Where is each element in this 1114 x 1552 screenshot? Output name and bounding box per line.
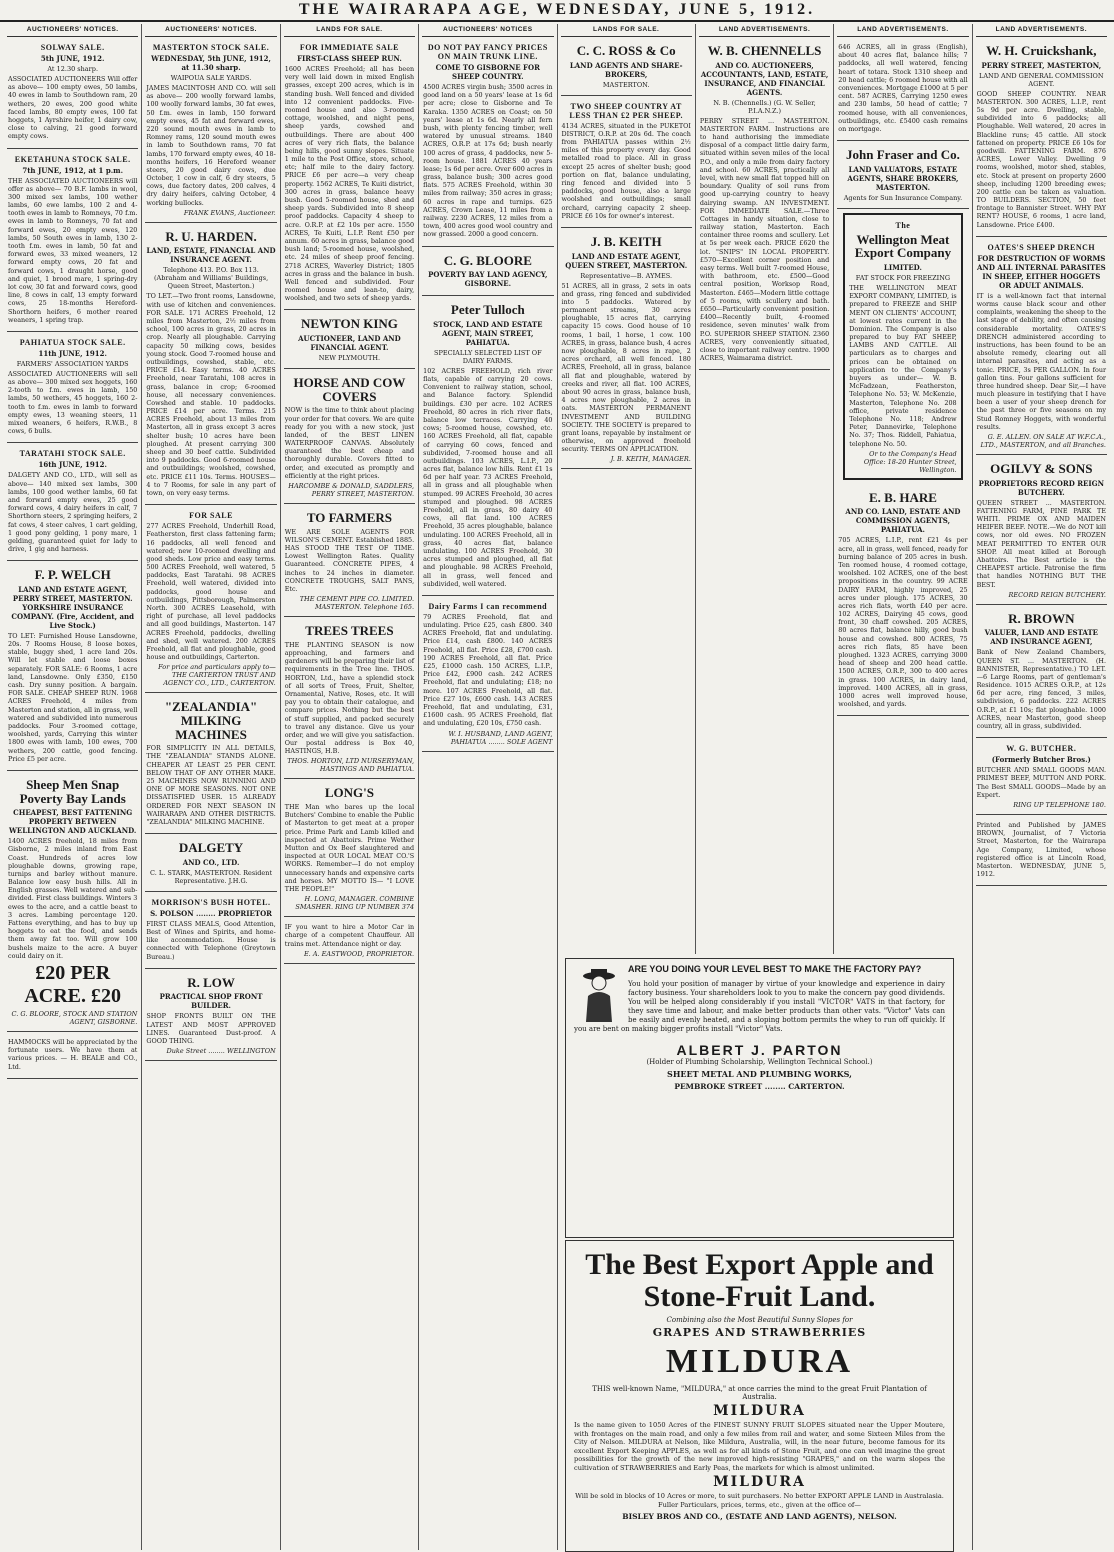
ad-body: FIRST CLASS MEALS, Good Attention, Best of Wines and Spirits, and home-like accommodation. House is connected with Telephone (Greytown Bureau.) [146, 919, 276, 961]
vats-trade: SHEET METAL AND PLUMBING WORKS, [667, 1069, 852, 1080]
mildura-ad [565, 1240, 954, 1552]
ad-subheading: LAND VALUATORS, ESTATE AGENTS, SHARE BROKERS, MASTERTON. [847, 164, 959, 192]
column-3 [281, 24, 419, 1550]
ad-heading: R. U. HARDEN. [165, 228, 257, 244]
advertisement [843, 213, 962, 480]
ad-note: FARMERS' ASSOCIATION YARDS [16, 359, 129, 368]
ad-subheading: AND CO. AUCTIONEERS, ACCOUNTANTS, LAND, ESTATE, INSURANCE, AND FINANCIAL AGENTS. [700, 60, 829, 97]
ad-body: SHOP FRONTS BUILT ON THE LATEST AND MOST APPROVED LINES. Guaranteed Dust-proof. A GOOD THING. [146, 1012, 276, 1045]
ad-note: C. L. STARK, MASTERTON. Resident Representative. J.H.G. [150, 868, 273, 885]
ad-signature: C. G. BLOORE, STOCK AND STATION AGENT, GISBORNE. [11, 1009, 138, 1026]
ad-subheading: POVERTY BAY LAND AGENCY, GISBORNE. [428, 270, 548, 289]
advertisement [7, 443, 138, 561]
mildura-footer-name: MILDURA [713, 1474, 806, 1491]
advertisement [422, 247, 553, 297]
ad-signature: FRANK EVANS, Auctioneer. [183, 208, 276, 217]
advertisement [145, 969, 276, 1061]
ad-subheading: 16th JUNE, 1912. [38, 460, 107, 470]
ad-note: At 12.30 sharp. [47, 65, 99, 73]
advertisement [284, 504, 415, 617]
vats-title: ARE YOU DOING YOUR LEVEL BEST TO MAKE THE FACTORY PAY? [628, 964, 922, 974]
ad-body: IT is a well-known fact that internal worms cause black scour and other complaints, weakening the sheep to the last stage of debility, and often causing considerable mortality. OATES'S DRENCH administered according to instructions, has been found to be an absolute remedy, clearing out all internal parasites, and acting as a tonic. PRICE, 3s PER GALLON. In four gallon tins. Four gallons sufficient for three hundred sheep. Dear Sir,—I have much pleasure in testifying that I have been a user of your sheep drench for the past three or five seasons on my Stud Romney Hoggets, with wonderful results. [976, 291, 1106, 431]
ad-note: SPECIALLY SELECTED LIST OF DAIRY FARMS. [434, 348, 542, 365]
ad-note: N. B. (Chennells.) (G. W. Seller, P.I.A.N.Z.) [713, 98, 816, 115]
ad-signature: G. E. ALLEN. ON SALE AT W.F.C.A., LTD., MASTERTON, and all Branches. [980, 433, 1106, 450]
ad-body: 1400 ACRES freehold, 18 miles from Gisborne, 2 miles inland from East Coast. Hundreds of acres low ploughable downs, growing rape, turnips and barley without manure. Balance low easy bush hills. All in English grasses. Well watered and sub-divided. First class buildings. Winters 3 ewes to the acre, and a cattle beast to 3 acres. Lambing percentage 120. Fattens everything, and has to buy up hoggets to eat the food, and sends them away fat too. Will grow 100 bushels maize to the acre. A buyer could dairy on it. [8, 837, 138, 960]
advertisement [145, 892, 276, 969]
column-header: LAND ADVERTISEMENTS. [976, 24, 1107, 37]
column-1 [4, 24, 142, 1550]
ad-body: FOR SIMPLICITY IN ALL DETAILS, THE "ZEALANDIA" STANDS ALONE. CHEAPER AT LEAST 25 PER CENT. BELOW THAT OF ANY OTHER MAKE. 25 MACHINES NOW RUNNING AND ONE OF MORE SEASONS. NOT ONE DISSATISFIED USER. 15 ALREADY ORDERED FOR NEXT SEASON IN WAIRARAPA AND OTHER DISTRICTS. "ZEALANDIA" MILKING MACHINE. [146, 744, 276, 826]
vats-address: PEMBROKE STREET ........ CARTERTON. [674, 1082, 845, 1092]
mildura-headline: The Best Export Apple and Stone-Fruit Land. [585, 1248, 934, 1313]
ad-heading: LONG'S [324, 785, 374, 801]
ad-body: 705 ACRES, L.I.P., rent £21 4s per acre, all in grass, well fenced, ready for burning balance of 205 acres in bush. Ten roomed house, 4 roomed cottage, woolshed. 102 ACRES, one of the best propositions in the country. 99 ACRE DAIRY FARM, highly improved, 25 acres under plough. 175 ACRES, 30 acres rich flats, worth £40 per acre. 102 ACRES, Dairying 45 cows, good front, 30 chaff cowshed. 205 ACRES, 80 acres flat, balance hilly, good bush house and cowshed. 800 ACRES, 75 acres rich flats, 85 have been ploughed. 1323 ACRES, carrying 3000 head of sheep and 200 head cattle. 1500 ACRES, O.R.P., 300 to 400 acres in grass. 100 ACRES, in dairy land, improved. 1400 ACRES, all in grass, 1000 acres well improved house, woolshed, and yards. [838, 536, 968, 709]
advertisement [976, 815, 1107, 886]
advertisement [284, 917, 415, 964]
ad-subheading: COME TO GISBORNE FOR SHEEP COUNTRY. [435, 63, 540, 81]
ad-body: THE Man who bares up the local Butchers' Combine to enable the Public of Masterton to get meat at a proper price. Prime Park and Lamb killed and inspected at Abattoirs. Prime Wether Mutton and Ox Beef slaughtered and inspected at OUR LOCAL MEAT CO.'S WORKS. Remember—I do not employ unnecessary hands and expensive carts and horses. MY MOTTO IS— "I LOVE THE PEOPLE!" [284, 803, 415, 893]
advertisement [145, 693, 276, 834]
ad-title: SOLWAY SALE. [40, 43, 105, 52]
ad-subheading: PROPRIETORS RECORD REIGN BUTCHERY. [978, 478, 1105, 497]
advertisement [837, 484, 968, 717]
ad-heading: E. B. HARE [868, 489, 937, 505]
ad-subheading: S. POLSON ........ PROPRIETOR [150, 908, 272, 918]
ad-subheading: LIMITED. [883, 262, 922, 272]
masthead: THE WAIRARAPA AGE, WEDNESDAY, JUNE 5, 1912. [0, 0, 1114, 22]
victor-vats-ad [565, 958, 954, 1238]
ad-signature: J. B. KEITH, MANAGER. [610, 455, 691, 464]
ad-body: ASSOCIATED AUCTIONEERS will sell as above— 300 mixed sex hoggets, 160 2-tooth to f.m. ewes in lamb, 150 lambs, 50 wethers, 45 hoggets, 160 2-tooth to f.m. ewes in lamb to forward empty ewes, 13 weaning steers, 11 mixed weaners, 6 heifers, R.W.B., 8 cows, 6 bulls. [8, 369, 138, 436]
advertisement [7, 37, 138, 149]
column-header: AUCTIONEERS' NOTICES. [145, 24, 276, 37]
ad-body: Bank of New Zealand Chambers, QUEEN ST. ... MASTERTON. (H. BANNISTER, Representative.) TO LET.—6 Large Rooms, part of gentleman's Residence. 1015 ACRES O.R.P., at 12s 6d per acre, ring fenced, 3 miles, subdivision, 6 paddocks. 222 ACRES O.R.P., at £1 10s; flat ploughable. 1000 ACRES, near Masterton, good sheep country, all in grass, subdivided. [976, 648, 1106, 731]
ad-body: 277 ACRES Freehold, Underhill Road, Featherston, first class fattening farm; 16 paddocks, all well fenced and watered; new 10-roomed dwelling and good sheds. Low price and easy terms. 500 ACRES Freehold, well watered, 5 paddocks, East Taratahi. 98 ACRES Freehold, well watered, divided into paddocks, good house and outbuildings, Pittsborough, Palmerston North. 300 ACRES Leasehold, with right of purchase, all level paddocks and all good buildings, Masterton. 147 ACRES Freehold, paddocks, dwelling and shed, well watered. 200 ACRES Freehold, all flat and ploughable, good house and outbuildings, Carterton. [146, 522, 276, 662]
advertisement [976, 37, 1107, 237]
column-header: AUCTIONEERS' NOTICES [422, 24, 553, 37]
ad-heading: R. LOW [187, 974, 235, 990]
ad-signature: HARCOMBE & DONALD, SADDLERS, PERRY STREET, MASTERTON. [288, 482, 415, 499]
ad-subheading: (Formerly Butcher Bros.) [991, 755, 1091, 765]
ad-signature: THE CEMENT PIPE CO. LIMITED. MASTERTON. Telephone 165. [299, 595, 415, 612]
ad-subheading: CHEAPEST, BEST FATTENING PROPERTY BETWEEN WELLINGTON AND AUCKLAND. [9, 808, 137, 836]
mildura-name: MILDURA [665, 1343, 854, 1380]
advertisement [284, 310, 415, 369]
ad-price: £20 PER ACRE. £20 [24, 961, 122, 1007]
ad-body: GOOD SHEEP COUNTRY. NEAR MASTERTON. 300 ACRES, L.I.P., rent 5s 9d per acre. Dwelling, stable, subdivided into 6 paddocks; all Ploughable. Well watered, 20 acres in Blackline runs; 45 cattle. All stock fattened on property. PRICE £6 10s for goodwill. FATTENING FARM. 876 ACRES, Lower Valley. Dwelling 9 rooms, woolshed, motor shed, stables, etc. Stock at present on property 2600 sheep, including 1200 breeding ewes; 200 cattle can be taken as valuation. TO BUILDERS. SECTION, 50 feet frontage to Bannister Street. WHY PAY RENT? HOUSE, 6 rooms, 1 acre land, Lansdowne. Price £400. [976, 89, 1106, 229]
ad-body: HAMMOCKS will be appreciated by the fortunate users. We have them at various prices. — H. BEALE and CO., Ltd. [8, 1037, 138, 1071]
ad-subheading: FIRST-CLASS SHEEP RUN. [297, 54, 402, 63]
ad-note: Representative—B. AYMES. [580, 271, 673, 280]
mildura-grapes: GRAPES AND STRAWBERRIES [652, 1326, 867, 1339]
ad-heading: Sheep Men Snap Poverty Bay Lands [19, 776, 126, 806]
ad-heading: OGILVY & SONS [990, 461, 1093, 477]
advertisement [145, 834, 276, 892]
ad-title: TARATAHI STOCK SALE. [19, 449, 126, 459]
column-2 [142, 24, 280, 1550]
ad-body: PERRY STREET ... MASTERTON. MASTERTON FARM. Instructions are to hand authorising the immediate disposal of a compact little dairy farm, situated within seven miles of the local P.O., and only a mile from dairy factory and school. 60 ACRES, practically all level, with new small flat topped hill on boundary. Quality of soil runs from good up-carrying country to heavy dairying swamp. AN INVESTMENT. FOR IMMEDIATE SALE.—Three Cottages in handy situation, close to railway station, Masterton. Each container three rooms and scullery. Let at 5s per week each. PRICE £620 the lot. "SNIPS" IN LOCAL PROPERTY. £570—Excellent corner position and easy terms. Well built 7-roomed House, with bathroom, etc. £500—Good central position, Worksop Road, Masterton. £465—Modern little cottage of 5 rooms, with scullery and bath. £650—Particularly convenient position. £400—Recently built, 4-roomed residence, seven minutes' walk from P.O. SUPERIOR SHEEP STATION. 2360 ACRES, very conveniently situated, close to important railway centre. 1900 ACRES, Waimarama district. [699, 116, 830, 363]
ad-subheading: 7th JUNE, 1912, at 1 p.m. [22, 165, 124, 175]
ad-title: TWO SHEEP COUNTRY AT LESS THAN £2 PER SHEEP. [569, 101, 683, 120]
column-header: AUCTIONEERS' NOTICES. [7, 24, 138, 37]
ad-subheading: LAND, ESTATE, FINANCIAL AND INSURANCE AGENT. [146, 246, 276, 265]
advertisement [7, 561, 138, 771]
advertisement [976, 455, 1107, 605]
ad-subheading: VALUER, LAND AND ESTATE AND INSURANCE AGENT, [984, 628, 1099, 647]
ad-body: BUTCHER AND SMALL GOODS MAN. PRIMEST BEEF, MUTTON AND PORK. The Best SMALL GOODS—Made by an Expert. [976, 766, 1106, 799]
ad-body: TO LET: Furnished House Lansdowne, 20s. 7 Rooms House, 8 loose boxes, stable, buggy shed, 1 acre land 20s. Will let stable and loose boxes separately. FOR SALE: 6 Rooms, 1 acre land, Lansdowne. Only £350, £150 cash. Dry sunny position. A bargain. FOR SALE. CHEAP SHEEP RUN. 1968 ACRES Freehold, 4 miles from Masterton and station, all in grass, well watered and subdivided into numerous paddocks. Four 3-roomed cottage, woolshed, yards, Carrying this winter 1800 ewes with lamb, 100 ewes, 700 wethers, 200 cattle, good fencing. Price £5 per acre. [8, 631, 138, 763]
vats-body: You hold your position of manager by virtue of your knowledge and experience in dairy factory business. Your shareholders look to you to make the concern pay good dividends. You will be helped along considerably if you install "VICTOR" VATS in that factory, for they save time and labour, and make better products than other vats. "Victor" Vats can be easily and evenly heated, and a sloping bottom permits the whey to run off quickly. If you are bent on making bigger profits install "Victor" Vats. [574, 979, 945, 1034]
ad-title: MASTERTON STOCK SALE. [152, 43, 270, 52]
ad-heading: F. P. WELCH [34, 567, 111, 583]
ad-subheading: FOR DESTRUCTION OF WORMS AND ALL INTERNAL PARASITES IN SHEEP, EITHER HOGGETS OR ADULT ANIMALS. [976, 253, 1106, 290]
ad-body: 1600 ACRES Freehold; all has been very well laid down in mixed English grasses, except 200 acres, which is in standing bush. Well fenced and divided into 12 convenient paddocks. Five-roomed house and also 3-roomed cottage, woolshed, and night pens, sheep yards, cowshed and outbuildings. There are about 400 acres of very rich flats, the balance being hills, good sunny slopes. Situate 1 mile to the Post Office, store, school, etc; half mile to the dairy factory. PRICE £6 per acre—a very cheap property. 1562 ACRES, Te Kuiti district, 300 acres in grass, balance heavy bush. Good 5-roomed house, shed and sheep yards. Subdivided into 8 sheep proof paddocks. Capacity 4 sheep to acre. O.R.P. at £2 10s per acre. 1550 ACRES, Te Kuiti, L.I.P. Rent £50 per annum. 60 acres in grass, balance good bush land; 5-roomed house, woolshed, etc. 24 miles of sheep proof fencing. 2718 ACRES, Waverley District; 1805 acres in grass and the balance in bush. Well fenced and subdivided. Four roomed house and lean-to, dairy, woolshed, and two sets of sheep yards. [284, 65, 415, 303]
ad-heading: TREES TREES [305, 623, 394, 639]
column-header: LAND ADVERTISEMENTS. [837, 24, 968, 37]
ad-body: 4134 ACRES, situated in the PUKETOI DISTRICT, O.R.P. at 20s 6d. The coach from PAHIATUA passes within 2½ miles of this property every day. Good metalled road to place. All in grass except 25 acres of shelter bush; good portion on flat, balance undulating, ring fenced and divided into 5 paddocks, good house, also a large woolshed and outbuildings; small orchard, carrying capacity 2 sheep. PRICE £6 10s for owner's interest. [561, 121, 691, 220]
ad-body: IF you want to hire a Motor Car in charge of a competent Chauffeur. All trains met. Attendance night or day. [284, 923, 415, 948]
ad-body: TO LET.—Two front rooms, Lansdowne, with use of kitchen and conveniences. FOR SALE. 171 ACRES Freehold, 12 miles from Masterton, 2½ miles from school, 100 acres in grass, 20 acres in crop. Nearly all ploughable. Carrying capacity 50 milking cows, besides young stock. Good 7-roomed house and outbuildings, cowshed, stable, etc. PRICE £14. Easy terms. 40 ACRES Freehold, near Taratahi, 108 acres in grass, balance in crop; 6-roomed house, all necessary conveniences. Cowshed and stable. 10 paddocks. PRICE £14 per acre. Terms. 215 ACRES Freehold, about 13 miles from Masterton, all in grass except 3 acres shelter bush; 10 acres have been ploughed. At present carrying 300 sheep and 30 beef cattle. Subdivided into 9 paddocks. Good 6-roomed house and outbuildings; woolshed, cowshed, etc. PRICE £11 10s. Terms. HOUSES—4 to 7 Rooms, for sale in any part of town, on very easy terms. [146, 292, 276, 497]
mildura-body: Is the name given to 1050 Acres of the FINEST SUNNY FRUIT SLOPES situated near the Upper Moutere, with frontages on the main road, and only a few miles from rail and water, and some Sixteen Miles from the City of Nelson. MILDURA at Nelson, like Mildura, Australia, will, in the near future, become famous for its excellent Export Keeping APPLES, as well as for all kinds of Stone Fruit, and one can well imagine the great possibilities for the growth of the new improved high-resisting "GRAPES," and on the warm slopes the cultivation of STRAWBERRIES and Early Peas, the markets for which is almost unlimited. [574, 1421, 945, 1472]
column-4 [419, 24, 557, 1550]
advertisement [699, 37, 830, 370]
advertisement [145, 505, 276, 693]
ad-signature: E. A. EASTWOOD, PROPRIETOR. [303, 949, 415, 958]
ad-signature: W. I. HUSBAND, LAND AGENT, PAHIATUA ........ SOLE AGENT [448, 729, 553, 746]
ad-body: 646 ACRES, all in grass (English), about 40 acres flat, balance hills; 7 paddocks, all well watered, fencing heart of totara. Stock 1310 sheep and 20 head cattle; 6 roomed house with all conveniences. Mortgage £1000 at 5 per cent. 587 ACRES, Carrying 1250 ewes and 230 lambs, 50 head of cattle; 7 roomed house, with all conveniences, outbuildings, etc. £5400 cash remains on mortgage. [838, 43, 968, 133]
ad-body: Printed and Published by JAMES BROWN, Journalist, of 7 Victoria Street, Masterton, for the Wairarapa Age Company, Limited, whose registered office is at Lincoln Road, Masterton. WEDNESDAY, JUNE 5, 1912. [976, 820, 1106, 879]
ad-subheading: PRACTICAL SHOP FRONT BUILDER. [159, 992, 263, 1011]
ad-subheading: LAND AND ESTATE AGENT, PERRY STREET, MASTERTON. YORKSHIRE INSURANCE COMPANY. (Fire, Accident, and Live Stock.) [11, 584, 134, 630]
ad-note: FAT STOCK FOR FREEZING [855, 273, 951, 282]
vats-name: ALBERT J. PARTON [676, 1042, 843, 1059]
advertisement [422, 596, 553, 752]
ad-body: JAMES MACINTOSH AND CO. will sell as above— 200 woolly forward lambs, 100 woolly forward lambs, 30 fat ewes, 50 f.m. ewes in lamb, 150 forward empty ewes, 45 fat and forward ewes, 220 sound mouth ewes in lamb to Romney rams, 120 sound mouth ewes in lamb to Southdown rams, 70 fat lambs, 170 forward empty ewes, 40 18-months heifers, 16 Hereford weaner steers, 20 good dairy cows, due October, 1 cow in calf, 6 dry steers, 5 cows, due factory dates, 200 calves, 4 dry dairy heifers, calving October, 4 working bullocks. [146, 84, 276, 207]
ad-heading: NEWTON KING [300, 316, 398, 332]
advertisement [976, 237, 1107, 455]
advertisement [7, 1032, 138, 1079]
column-8 [973, 24, 1110, 1550]
advertisement [284, 617, 415, 779]
advertisement [837, 141, 968, 209]
column-6 [696, 24, 834, 954]
advertisement [837, 37, 968, 141]
ad-subheading: AND CO., LTD. [182, 857, 240, 867]
advertisement [422, 37, 553, 247]
ad-subheading: LAND AND ESTATE AGENT, QUEEN STREET, MASTERTON. [565, 251, 688, 270]
ad-title: DO NOT PAY FANCY PRICES ON MAIN TRUNK LINE. [427, 43, 548, 61]
ad-heading: J. B. KEITH [590, 233, 662, 249]
ad-body: QUEEN STREET ... MASTERTON. FATTENING FARM, PINE PARK TE WHITI. PRIME OX AND MAIDEN HEIFER BEEF. NOTE.—We do NOT kill cows, nor old ewes. NO FROZEN MEAT PERMITTED TO ENTER OUR SHOP. All meat killed at Borough Abattoirs. The Best article is the CHEAPEST article. Patronise the firm that handles NOTHING BUT THE BEST. [976, 498, 1106, 589]
advertisement [284, 369, 415, 504]
farmer-illustration-icon [576, 966, 622, 1022]
ad-signature: For price and particulars apply to— THE CARTERTON TRUST AND AGENCY CO., LTD., CARTERTON. [158, 663, 276, 688]
ad-subheading: AND CO. LAND, ESTATE AND COMMISSION AGENTS, PAHIATUA. [845, 507, 961, 535]
ad-body: NOW is the time to think about placing your order for that covers. We are quite ready for you with a new stock, just landed, of the BEST LINEN WATERPROOF CANVAS. Absolutely guaranteed the best cheap and thoroughly durable. Covers fitted to order, and executed as promptly and efficiently at the right prices. [284, 406, 415, 480]
advertisement [976, 605, 1107, 739]
ad-heading: C. C. ROSS & Co [576, 43, 676, 58]
ad-title: PAHIATUA STOCK SALE. [19, 337, 126, 347]
ad-body: 79 ACRES Freehold, flat and undulating. Price £25, cash £800. 340 ACRES Freehold, flat and undulating. Price £14, cash £800. 140 ACRES Freehold, all flat. Price £28, £700 cash. 190 ACRES Freehold, all flat. Price £25, £1000 cash. 150 ACRES, L.I.P., Price £42, £900 cash. 242 ACRES Freehold, flat and undulating; £18; no more. 107 ACRES Freehold, all flat. Price £27 10s, £600 cash. 143 ACRES Freehold, flat and undulating, £31, £1600 cash. 95 ACRES Freehold, flat and undulating, £20 10s, £750 cash. [423, 612, 553, 728]
ad-title: FOR SALE [189, 511, 233, 521]
advertisement [7, 771, 138, 1032]
ad-title: OATES'S SHEEP DRENCH [987, 242, 1096, 252]
advertisement [561, 228, 692, 470]
ad-note: NEW PLYMOUTH. [318, 354, 381, 363]
ad-heading: W. B. CHENNELLS [707, 43, 822, 58]
ad-title: W. G. BUTCHER. [1006, 744, 1077, 754]
ad-note: WAIPOUA SALE YARDS. [170, 74, 252, 82]
advertisement [284, 779, 415, 917]
ad-subheading: 11th JUNE, 1912. [38, 348, 107, 358]
advertisement [7, 149, 138, 332]
ad-subheading: 5th JUNE, 1912. [40, 54, 105, 63]
ad-subheading: STOCK, LAND AND ESTATE AGENT, MAIN STREET, PAHIATUA. [433, 319, 543, 347]
ad-title: FOR IMMEDIATE SALE [299, 43, 399, 52]
column-header: LAND ADVERTISEMENTS. [699, 24, 830, 37]
advertisement [561, 96, 692, 228]
advertisement [284, 37, 415, 310]
ad-body: THE PLANTING SEASON is now approaching, and farmers and gardeners will be preparing their list of requirements in the Tree line. THOS. HORTON, Ltd., have a splendid stock of all sorts of Trees, Fruit, Shelter, Ornamental, Native, Roses, etc. It will pay you to obtain their catalogue, and compare prices. Nothing but the best of stuff supplied, and packed securely to travel any distance. Give us your order, and we will give you satisfaction. Our postal address is Box 40, HASTINGS, H.B. [284, 640, 415, 756]
ad-subheading: LAND AGENTS AND SHARE-BROKERS, [569, 60, 683, 79]
ad-title: The [895, 220, 911, 230]
vats-sub: (Holder of Plumbing Scholarship, Wellington Technical School.) [646, 1058, 873, 1067]
ad-body: 4500 ACRES virgin bush; 3500 acres in good land on a 50 years' lease at 1s 6d per acre; close to Gisborne and Te Karaka. 1350 ACRES on Coast; on 50 years' lease at 1s 6d. Nearly all fern bush, with plenty fencing timber, well watered by unusual streams. 1840 ACRES, O.R.P. at 17s 6d; bush nearly 100 acres of grass, 4 paddocks, new 5-room house. 1881 ACRES 40 years lease; 1s 6d per acre. Over 600 acres in grass, balance bush; 300 acres good flats. 575 ACRES Freehold, within 30 miles from railway; 350 acres in grass; 60 acres in rape and turnips. 625 ACRES, Crown Lease, 11 miles from a railway. 2230 ACRES, 12 miles from a town, 400 acres good wool country and now grassed. 2000 a good concern. [423, 83, 553, 239]
ad-heading: R. BROWN [1008, 610, 1075, 626]
ad-heading: DALGETY [178, 840, 244, 856]
ad-title: MORRISON'S BUSH HOTEL. [151, 897, 271, 907]
ad-signature: RING UP TELEPHONE 180. [1013, 800, 1106, 809]
ad-subheading: WEDNESDAY, 5th JUNE, 1912, at 11.30 sharp. [151, 54, 271, 72]
ad-heading: C. G. BLOORE [443, 252, 532, 268]
ad-heading: TO FARMERS [306, 510, 392, 526]
mildura-footer: Will be sold in blocks of 10 Acres or more, to suit purchasers. No better EXPORT APPLE LAND in Australasia. Fuller Particulars, prices, terms, etc., given at the office of— [575, 1492, 944, 1509]
ad-body: 102 ACRES FREEHOLD, rich river flats, capable of carrying 20 cows. Convenient to railway station, school, and Balance factory. Splendid buildings. £30 per acre. 102 ACRES Freehold, 80 acres in rich river flats, balance low terraces. Carrying 40 cows; 5-roomed house, cowshed, etc. 160 ACRES Freehold, all flat, capable of carrying 60 cows, fenced and subdivided, 7-roomed house and all outbuildings. 103 ACRES, L.I.P., 20 acres flat, balance low hills. Rent £1 1s 6d per half year. 73 ACRES Freehold, all in grass and all ploughable when stumped. 99 ACRES Freehold, 30 acres stumped and ploughed. 98 ACRES Freehold, all in grass, 80 dairy 40 cows, all flat land. 100 ACRES Freehold, 35 acres ploughable, balance undulating. 100 ACRES Freehold, all in grass, 40 acres flat, balance undulating. 100 ACRES Freehold, 30 acres stumped and ploughed, all flat and ploughable. 98 ACRES Freehold, all in grass, well fenced and subdivided, well watered. [423, 366, 553, 588]
ad-heading: John Fraser and Co. [845, 147, 960, 163]
mildura-intro: THIS well-known Name, "MILDURA," at once carries the mind to the great Fruit Plantation of Australia. [592, 1385, 927, 1401]
ad-heading: W. H. Cruickshank, [986, 43, 1097, 58]
ad-note: Telephone 413. P.O. Box 113. (Abraham and Williams' Buildings, Queen Street, Masterton.) [153, 266, 269, 291]
ad-heading: Wellington Meat Export Company [854, 231, 952, 261]
ad-body: WE ARE SOLE AGENTS FOR WILSON'S CEMENT. Established 1885. HAS STOOD THE TEST OF TIME. Lowest Wellington Rates. Quality Guaranteed. CONCRETE PIPES, 4 inches to 24 inches in diameter. CONCRETE TROUGHS, SALT PANS, Etc. [284, 527, 415, 593]
ad-note: LAND AND GENERAL COMMISSION AGENT. [979, 71, 1104, 88]
column-header: LANDS FOR SALE. [284, 24, 415, 37]
ad-note: MASTERTON. [602, 80, 650, 89]
ad-signature: Duke Street ........ WELLINGTON [166, 1047, 276, 1056]
advertisement [976, 738, 1107, 815]
advertisement [145, 223, 276, 505]
column-header: LANDS FOR SALE. [561, 24, 692, 37]
ad-title: Dairy Farms I can recommend [428, 601, 548, 611]
ad-body: 51 ACRES, all in grass, 2 sets in oats and grass, ring fenced and subdivided into 5 paddocks. Watered by permanent streams, 30 acres ploughable, 15 acres flat, carrying capacity 15 cows. Good house of 10 rooms, 1 bail, 1 horse, 1 cow. 100 ACRES, in grass, balance bush, 4 acres now ploughable, 8 acres in rape, 2 acres orchard, all well fenced. 180 ACRES, Freehold, all in grass, balance all flat and ploughable, watered by creeks and river, all flat. 100 ACRES, about 90 acres in grass, balance bush, 4 acres now ploughable, 2 acres in oats. MASTERTON PERMANENT INVESTMENT AND BUILDING SOCIETY. THE SOCIETY is prepared to grant loans, repayable by instalment or otherwise, on approved freehold security. TERMS ON APPLICATION. [561, 281, 691, 454]
ad-body: THE ASSOCIATED AUCTIONEERS will offer as above— 70 B.F. lambs in wool, 300 mixed sex lambs, 100 wether lambs, 60 ewe lambs, 100 2 and 4-tooth ewes in lamb to Romneys, 70 f.m. ewes in lamb to Romneys, 70 fat and forward ewes, 20 empty ewes, 120 lambs, 50 South ewes in lamb, 130 2-tooth f.m. ewes in lamb, 50 fat and forward ewes, 33 mixed weaners, 12 forward empty cows, 20 fat and forward cows, 1 draught horse, good and quiet, 1 brood mare, 1 spring-dry lot cow, 30 fat and forward cows, good line, 8 cows in calf, 13 empty forward cows, 25 18-months Hereford-Shorthorn heifers, 6 mother reared weaners, 1 spring trap. [8, 176, 138, 324]
mildura-agents: BISLEY BROS AND CO., (ESTATE AND LAND AGENTS), NELSON. [622, 1511, 897, 1521]
ad-subheading: AUCTIONEER, LAND AND FINANCIAL AGENT. [298, 334, 401, 353]
ad-note: Agents for Sun Insurance Company. [843, 193, 963, 202]
ad-signature: THOS. HORTON, LTD NURSERYMAN, HASTINGS AND PAHIATUA. [287, 757, 415, 774]
ad-body: ASSOCIATED AUCTIONEERS Will offer as above— 100 empty ewes, 50 lambs, 40 ewes in lamb to Southdown ram, 20 wethers, 20 ewes, 200 good white faced lambs, 80 empty ewes, 100 fat hoggets, 1 Ayrshire heifer, 1 dairy cow, close to calving, 21 good forward empty cows. [8, 75, 138, 141]
advertisement [561, 37, 692, 96]
ad-signature: RECORD REIGN BUTCHERY. [1008, 590, 1106, 599]
ad-body: DALGETY AND CO., LTD., will sell as above— 140 mixed sex lambs, 300 lambs, 100 good wether lambs, 60 fat and forward empty ewes, 25 good forward cows, 4 dairy heifers in calf, 7 Shorthorn steers, 2 springing heifers, 2 fat cows, 4 steer calves, 1 cart gelding, 1 good pony gelding, 1 pony mare, 1 gelding, guaranteed quiet for lady to drive, 1 gig and harness. [8, 471, 138, 554]
ad-heading: Peter Tulloch [450, 302, 525, 318]
ad-subheading: PERRY STREET, MASTERTON, [981, 60, 1102, 70]
ad-signature: Or to the Company's Head Office: 18-20 Hunter Street, Wellington. [863, 449, 957, 474]
ad-title: EKETAHUNA STOCK SALE. [14, 154, 131, 164]
ad-heading: "ZEALANDIA" MILKING MACHINES [164, 699, 258, 742]
advertisement [422, 296, 553, 596]
advertisement [145, 37, 276, 223]
mildura-subname: MILDURA [713, 1403, 806, 1419]
mildura-combining: Combining also the Most Beautiful Sunny Slopes for [666, 1316, 853, 1324]
ad-heading: HORSE AND COW COVERS [293, 375, 406, 404]
ad-signature: H. LONG, MANAGER. COMBINE SMASHER. RING UP NUMBER 374 [295, 895, 415, 912]
column-5 [558, 24, 696, 954]
advertisement [7, 332, 138, 444]
ad-body: THE WELLINGTON MEAT EXPORT COMPANY, LIMITED, is prepared to FREEZE and SHIP MENT ON CLIENTS' ACCOUNT, at lowest rates current in the Dominion. The Company is also prepared to buy FAT SHEEP, LAMBS AND CATTLE. All particulars as to charges and prices can be obtained on application to the Company's buyers as under— W. B. McFadzean, Featherston, Telephone No. 53; W. McKenzie, Masterton, Telephone No. 208 office, private residence Telephone No. 118; Andrew Peter, Dannevirke, Telephone No. 37; Thos. Riddell, Pahiatua, telephone No. 50. [849, 283, 957, 448]
